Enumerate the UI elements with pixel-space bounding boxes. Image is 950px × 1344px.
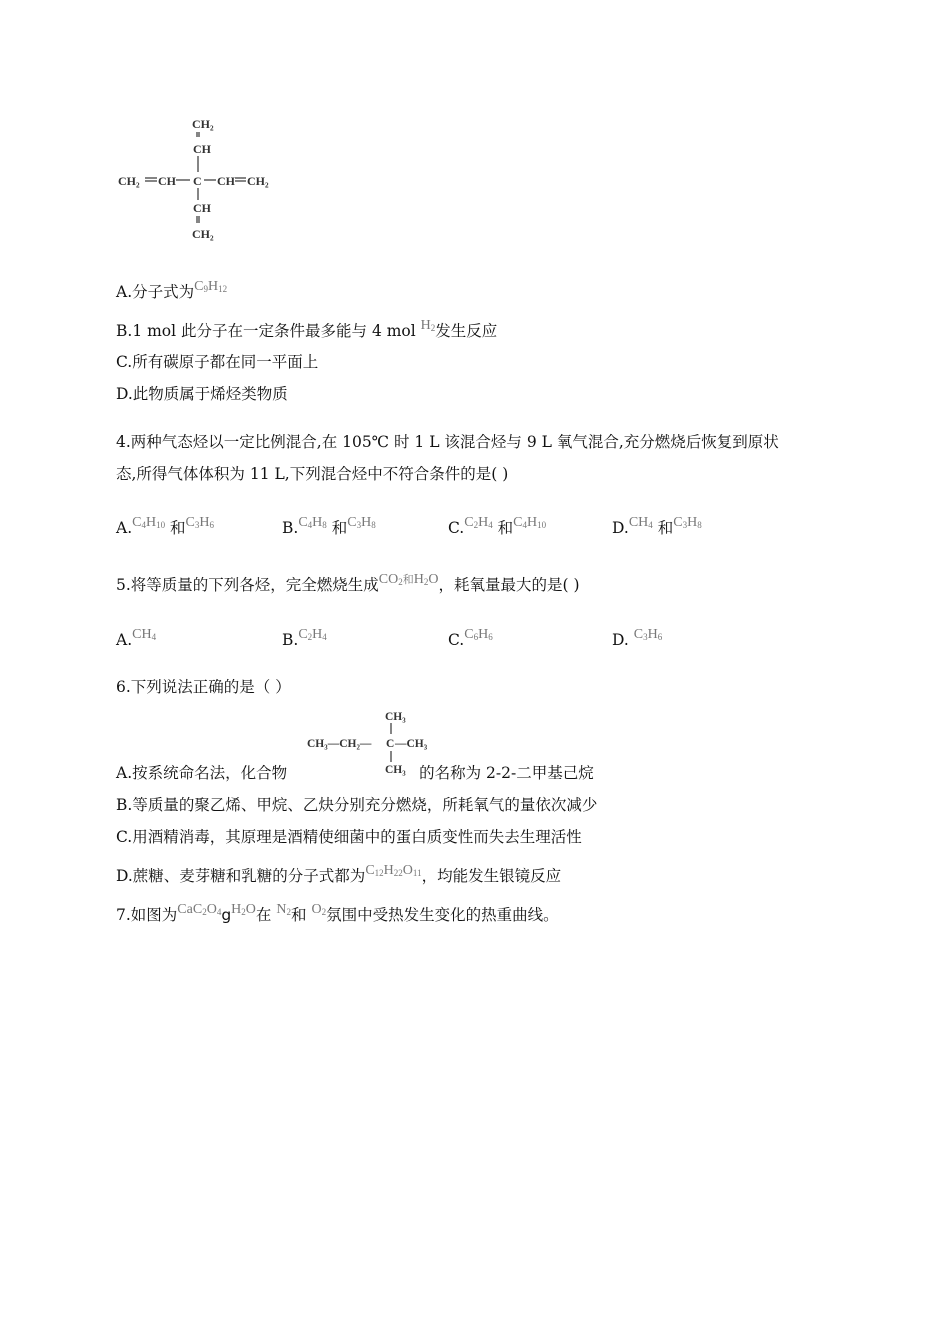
q6-option-a: A.按系统命名法，化合物 的名称为 2-2-二甲基己烷: [116, 764, 594, 782]
q3-b-formula: $H_2$: [420, 318, 436, 333]
q3-a-text: A.分子式为: [116, 283, 195, 301]
q4-stem-line1: 4.两种气态烃以一定比例混合,在 105℃ 时 1 L 该混合烃与 9 L 氧气混合,充分燃烧后恢复到原状: [116, 433, 779, 451]
struct1-right-ch: CH: [217, 174, 235, 188]
q5-option-d: D. $C_3H_6$: [612, 627, 663, 649]
struct2-left-chain: CH₃—CH₂—: [307, 738, 372, 750]
struct2-center-c: C: [386, 738, 395, 750]
struct1-bottom-ch2: CH₂: [192, 227, 214, 241]
q5-option-a: $A.CH_4$: [116, 627, 157, 649]
q4-option-d: $D.CH_4$ 和$C_3H_8$: [612, 515, 702, 537]
q5-option-b: $B.C_2H_4$: [282, 627, 327, 649]
q7-stem: 7.如图为$CaC_2O_4gH_2O$在 $N_2$和 $O_2$氛围中受热发生变化的热重曲线。: [116, 902, 559, 924]
q4-stem-line2: 态,所得气体体积为 11 L,下列混合烃中不符合条件的是( ): [116, 465, 509, 483]
struct2-right-ch3: —CH₃: [395, 738, 428, 750]
struct1-left-ch: CH: [158, 174, 176, 188]
struct2-top-ch3: CH₃: [385, 711, 406, 723]
q4-option-a: $A.C_4H_{10}$ 和$C_3H_6$: [116, 515, 215, 537]
q6-option-c: C.用酒精消毒，其原理是酒精使细菌中的蛋白质变性而失去生理活性: [116, 828, 582, 846]
q4-option-c: $C.C_2H_4$ 和$C_4H_{10}$: [448, 515, 547, 537]
struct1-center-c: C: [193, 174, 202, 188]
q3-b-text-post: 发生反应: [435, 322, 498, 340]
q5-stem: 5.将等质量的下列各烃，完全燃烧生成$CO_2$和$H_2O$，耗氧量最大的是( ): [116, 572, 580, 594]
q3-b-text: B.1 mol 此分子在一定条件最多能与 4 mol: [116, 322, 416, 340]
q3-option-b: [116, 318, 498, 345]
struct1-right-ch2: CH₂: [247, 174, 269, 188]
structure-diagram-1: [112, 112, 282, 242]
struct1-top-ch: CH: [193, 142, 211, 156]
q3-option-c: C.所有碳原子都在同一平面上: [116, 353, 319, 371]
q6-option-d: D.蔗糖、麦芽糖和乳糖的分子式都为$C_{12}H_{22}O_{11}$，均能发生银镜反应: [116, 863, 562, 885]
q3-a-formula: $C_9H_{12}$: [194, 279, 228, 294]
struct1-bottom-ch: CH: [193, 201, 211, 215]
q5-option-c: $C.C_6H_6$: [448, 627, 493, 649]
struct1-left-ch2: CH₂: [118, 174, 140, 188]
struct1-top-ch2: CH₂: [192, 117, 214, 131]
q6-stem: 6.下列说法正确的是（ ）: [116, 678, 291, 696]
q3-option-d: D.此物质属于烯烃类物质: [116, 385, 288, 403]
q4-option-b: $B.C_4H_8$ 和$C_3H_8$: [282, 515, 376, 537]
q3-option-a: [116, 279, 228, 306]
struct2-bottom-ch3: CH₃: [385, 764, 406, 776]
q6-option-b: B.等质量的聚乙烯、甲烷、乙炔分别充分燃烧，所耗氧气的量依次减少: [116, 796, 598, 814]
